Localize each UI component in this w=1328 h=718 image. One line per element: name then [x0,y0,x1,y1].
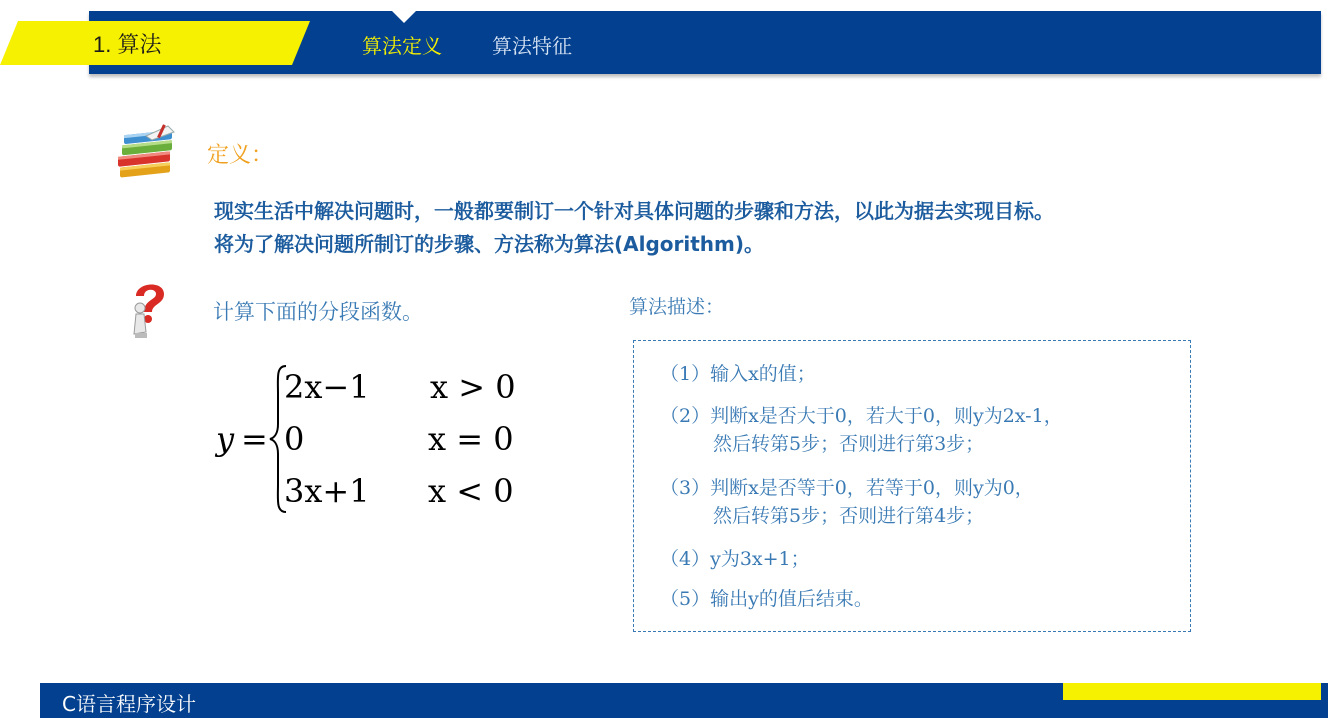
case-3-cond: x < 0 [428,472,514,510]
algorithm-step-1: （1）输入x的值； [660,363,816,385]
footer-course-name: C语言程序设计 [62,692,196,716]
section-title: 1. 算法 [93,32,162,57]
definition-line-2: 将为了解决问题所制订的步骤、方法称为算法(Algorithm)。 [214,232,765,256]
definition-title: 定义： [207,143,274,168]
algorithm-step-2: （2）判断x是否大于0，若大于0，则y为2x-1， 然后转第5步；否则进行第3步； [660,405,1063,455]
case-1-expr: 2x−1 [284,368,370,406]
books-icon [116,124,182,184]
question-text: 计算下面的分段函数。 [213,300,423,324]
formula-lhs: y [216,420,235,458]
formula-equals: = [241,420,268,458]
tab-algorithm-definition[interactable]: 算法定义 [362,34,442,58]
algorithm-step-5: （5）输出y的值后结束。 [660,588,873,610]
piecewise-formula [210,362,530,522]
active-tab-marker [392,11,416,23]
case-3-expr: 3x+1 [284,472,370,510]
case-2-cond: x = 0 [428,420,514,458]
algorithm-step-4: （4）y为3x+1； [660,548,810,570]
algorithm-label: 算法描述： [629,296,725,318]
question-mark-figure-icon [126,278,172,340]
definition-body [214,195,1294,261]
case-2-expr: 0 [284,420,305,458]
definition-line-1: 现实生活中解决问题时，一般都要制订一个针对具体问题的步骤和方法，以此为据去实现目标。 [214,199,1054,223]
case-1-cond: x > 0 [430,368,516,406]
algorithm-step-3: （3）判断x是否等于0，若等于0，则y为0， 然后转第5步；否则进行第4步； [660,477,1034,527]
tab-algorithm-features[interactable]: 算法特征 [492,34,572,58]
footer-accent [1063,683,1321,700]
